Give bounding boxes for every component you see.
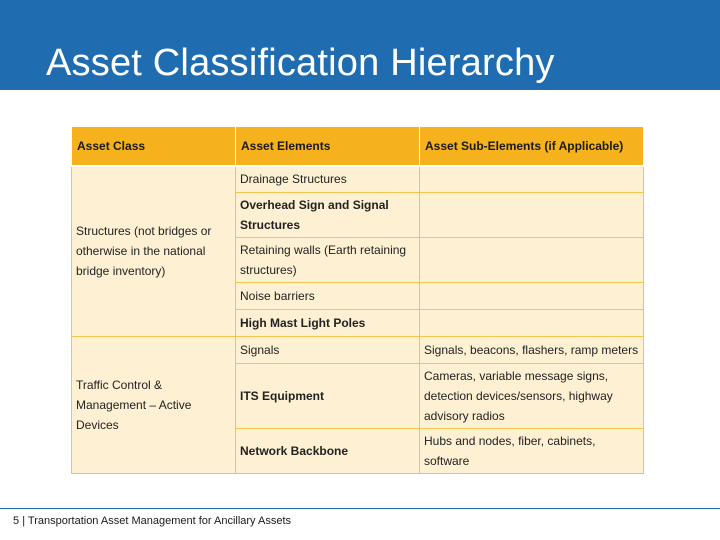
table-header-row <box>72 127 644 167</box>
asset-sub-element-cell <box>420 309 644 336</box>
table-row <box>72 336 644 363</box>
footer-divider <box>0 508 720 509</box>
footer-text: Transportation Asset Management for Ancillary Assets <box>27 515 292 527</box>
asset-element-cell: ITS Equipment <box>236 363 420 428</box>
asset-sub-element-cell: Cameras, variable message signs, detection devices/sensors, highway advisory radios <box>420 363 644 428</box>
slide-title: Asset Classification Hierarchy <box>46 42 555 84</box>
page-number: 5 <box>13 515 20 527</box>
slide-footer <box>13 515 291 527</box>
asset-sub-element-cell: Hubs and nodes, fiber, cabinets, software <box>420 428 644 473</box>
asset-sub-element-cell: Signals, beacons, flashers, ramp meters <box>420 336 644 363</box>
column-header-asset-elements: Asset Elements <box>236 127 420 167</box>
asset-element-cell: Retaining walls (Earth retaining structures) <box>236 237 420 282</box>
column-header-asset-class: Asset Class <box>72 127 236 167</box>
asset-class-cell: Traffic Control & Management – Active Devices <box>72 336 236 473</box>
asset-classification-table <box>71 126 644 474</box>
asset-element-cell: Noise barriers <box>236 282 420 309</box>
asset-sub-element-cell <box>420 282 644 309</box>
asset-element-cell: Network Backbone <box>236 428 420 473</box>
footer-separator: | <box>22 515 26 527</box>
asset-element-cell: High Mast Light Poles <box>236 309 420 336</box>
asset-element-cell: Signals <box>236 336 420 363</box>
asset-sub-element-cell <box>420 192 644 237</box>
table-row <box>72 166 644 192</box>
column-header-asset-sub-elements: Asset Sub-Elements (if Applicable) <box>420 127 644 167</box>
asset-sub-element-cell <box>420 166 644 192</box>
asset-sub-element-cell <box>420 237 644 282</box>
asset-class-cell: Structures (not bridges or otherwise in the national bridge inventory) <box>72 166 236 336</box>
asset-element-cell: Drainage Structures <box>236 166 420 192</box>
asset-element-cell: Overhead Sign and Signal Structures <box>236 192 420 237</box>
